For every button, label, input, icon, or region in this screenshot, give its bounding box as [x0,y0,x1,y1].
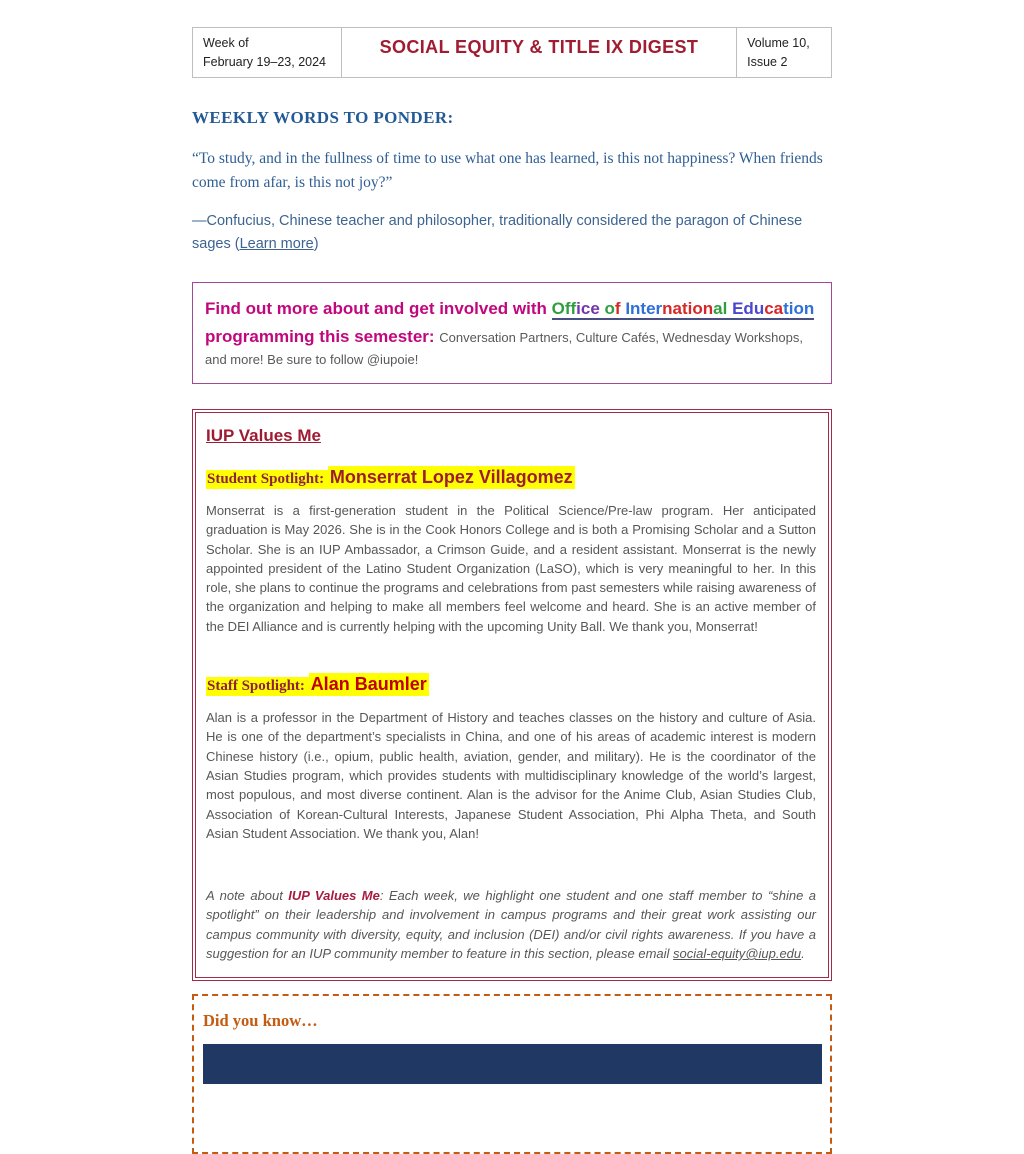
ponder-attribution [192,210,832,256]
student-spotlight-line [206,467,816,488]
staff-bio: Alan is a professor in the Department of History and teaches classes on the history and culture of Asia. He is one of the department’s specialists in China, and one of his areas of academic interest is modern Chinese history (i.e., opium, public health, aviation, gender, and military). He is the coordinator of the Asian Studies program, which provides students with multidisciplinary knowledge of the world’s largest, most populous, and most diverse continent. Alan is the advisor for the Anime Club, Asian Studies Club, Association of Korean-Cultural Interests, Japanese Student Association, Phi Alpha Theta, and South Asian Student Association. We thank you, Alan! [206,710,816,841]
note-suffix: . [801,946,805,962]
issue-label: Issue 2 [747,55,788,69]
staff-spotlight-label: Staff Spotlight: [207,678,309,695]
volume-label: Volume 10, [747,36,810,50]
note-prefix: A note about [206,888,289,904]
masthead-title-cell [342,28,737,77]
newsletter-page [192,27,832,1154]
did-you-know-box [192,994,832,1154]
staff-spotlight-line [206,674,816,695]
ponder-quote: “To study, and in the fullness of time to use what one has learned, is this not happiness? When friends come from afar, is this not joy?” [192,150,823,191]
oie-detail-text: Conversation Partners, Culture Cafés, Wednesday Workshops, and more! Be sure to follow @iupoie! [205,330,803,367]
student-bio: Monserrat is a first-generation student in the Political Science/Pre-law program. Her anticipated graduation is May 2026. She is in the Cook Honors College and is both a Promising Scholar and a Sutton Scholar. She is an IUP Ambassador, a Crimson Guide, and a resident assistant. Monserrat is the newly appointed president of the Latino Student Organization (LaSO), which is very meaningful to her. In this role, she plans to continue the programs and celebrations from past semesters while raising awareness of the organization and helping to make all members feel welcome and heard. She is an active member of the DEI Alliance and is currently helping with the upcoming Unity Ball. We thank you, Monserrat! [206,503,816,634]
oie-lead-text: Find out more about and get involved with [205,299,552,318]
week-date-range: February 19–23, 2024 [203,55,327,69]
attribution-close-paren: ) [313,236,319,252]
embedded-image-top-edge [203,1044,822,1084]
values-me-box [192,409,832,981]
values-me-note [206,886,816,963]
week-of-label: Week of [203,36,249,50]
student-spotlight-label: Student Spotlight: [207,471,328,487]
masthead-volume-cell [737,28,831,77]
values-me-title: IUP Values Me [206,426,321,445]
ponder-heading: WEEKLY WORDS TO PONDER: [192,108,454,127]
social-equity-email-link[interactable]: social-equity@iup.edu [673,946,802,962]
learn-more-link[interactable]: Learn more [239,236,314,252]
oie-after-link-text: programming this semester: [205,327,440,346]
attribution-text: —Confucius, Chinese teacher and philosopher, traditionally considered the paragon of Chinese sages ( [192,213,803,252]
note-title: IUP Values Me [288,888,380,904]
student-spotlight-name: Monserrat Lopez Villagomez [329,467,573,487]
note-body: : Each week, we highlight one student and one staff member to “shine a spotlight” on their leadership and involvement in campus programs and their great work assisting our campus community with diversity, equity, and inclusion (DEI) and/or civil rights awareness. If you have a suggestion for an IUP community member to feature in this section, please email [206,888,817,962]
masthead [192,27,832,78]
oie-promo-box [192,282,832,384]
masthead-week-cell [193,28,342,77]
staff-spotlight-name: Alan Baumler [310,674,427,695]
oie-link[interactable]: Office of International Education [551,299,815,318]
newsletter-title: SOCIAL EQUITY & TITLE IX DIGEST [379,37,699,57]
did-you-know-heading: Did you know… [203,1011,318,1031]
